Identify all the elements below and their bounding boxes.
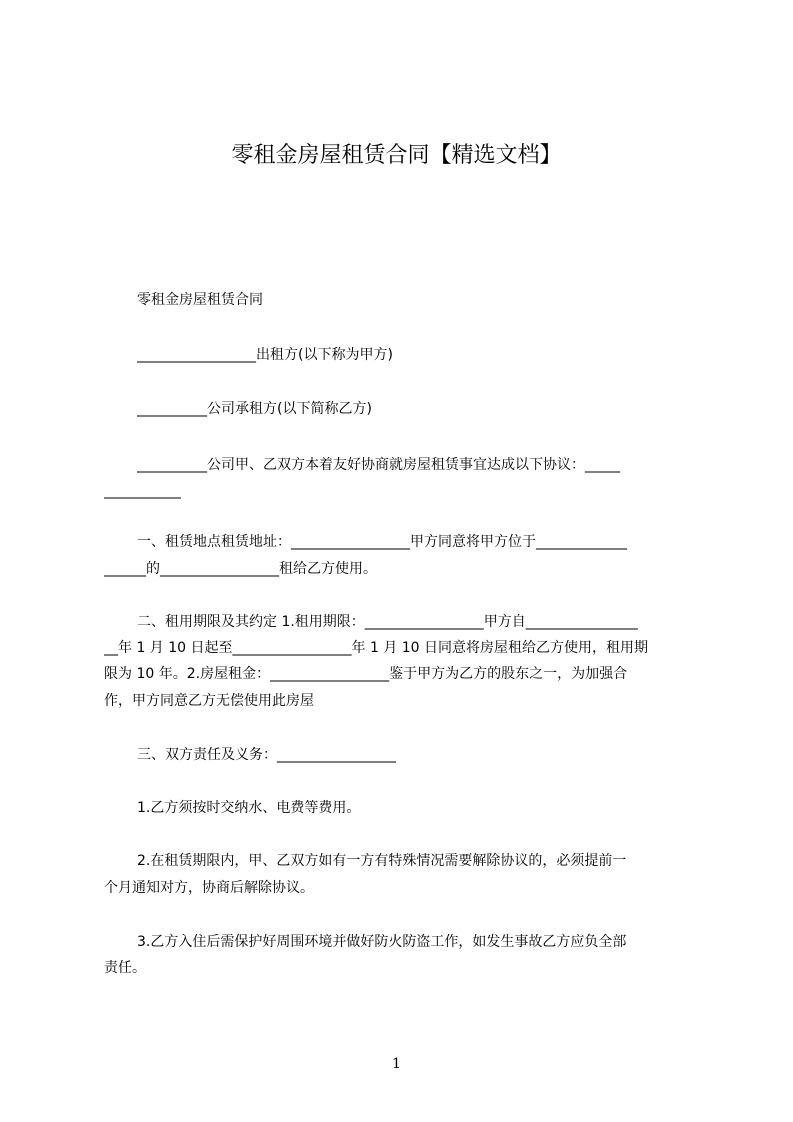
document-title: 零租金房屋租赁合同【精选文档】 (231, 143, 562, 168)
section-2-line-1: 二、租用期限及其约定 1.租用期限：_________________甲方自________________ (137, 614, 638, 630)
clause-1: 1.乙方须按时交纳水、电费等费用。 (137, 800, 361, 816)
party-b-line: __________公司承租方(以下简称乙方) (137, 401, 372, 417)
section-1-line-1: 一、租赁地点租赁地址：_________________甲方同意将甲方位于_____________ (137, 534, 627, 550)
section-2-line-3: 限为 10 年。2.房屋租金：_________________鉴于甲方为乙方的股东之一，为加强合 (104, 666, 628, 682)
party-a-line: _________________出租方(以下称为甲方) (137, 347, 393, 363)
section-2-line-4: 作，甲方同意乙方无偿使用此房屋 (104, 693, 314, 709)
page-number: 1 (392, 1056, 401, 1072)
clause-3-line-2: 责任。 (104, 960, 146, 976)
agreement-line-2: ___________ (104, 483, 181, 499)
section-3-heading: 三、双方责任及义务：_________________ (137, 747, 396, 763)
section-1-line-2: ______的_________________租给乙方使用。 (104, 561, 377, 577)
clause-3-line-1: 3.乙方入住后需保护好周围环境并做好防火防盗工作，如发生事故乙方应负全部 (137, 934, 627, 950)
clause-2-line-2: 个月通知对方，协商后解除协议。 (104, 880, 314, 896)
section-2-line-2: __年 1 月 10 日起至_________________年 1 月 10 日同意将房屋租给乙方使用，租用期 (104, 640, 649, 656)
paragraph-heading: 零租金房屋租赁合同 (137, 292, 263, 308)
clause-2-line-1: 2.在租赁期限内，甲、乙双方如有一方有特殊情况需要解除协议的，必须提前一 (137, 853, 627, 869)
agreement-line-1: __________公司甲、乙双方本着友好协商就房屋租赁事宜达成以下协议：_____ (137, 457, 620, 473)
